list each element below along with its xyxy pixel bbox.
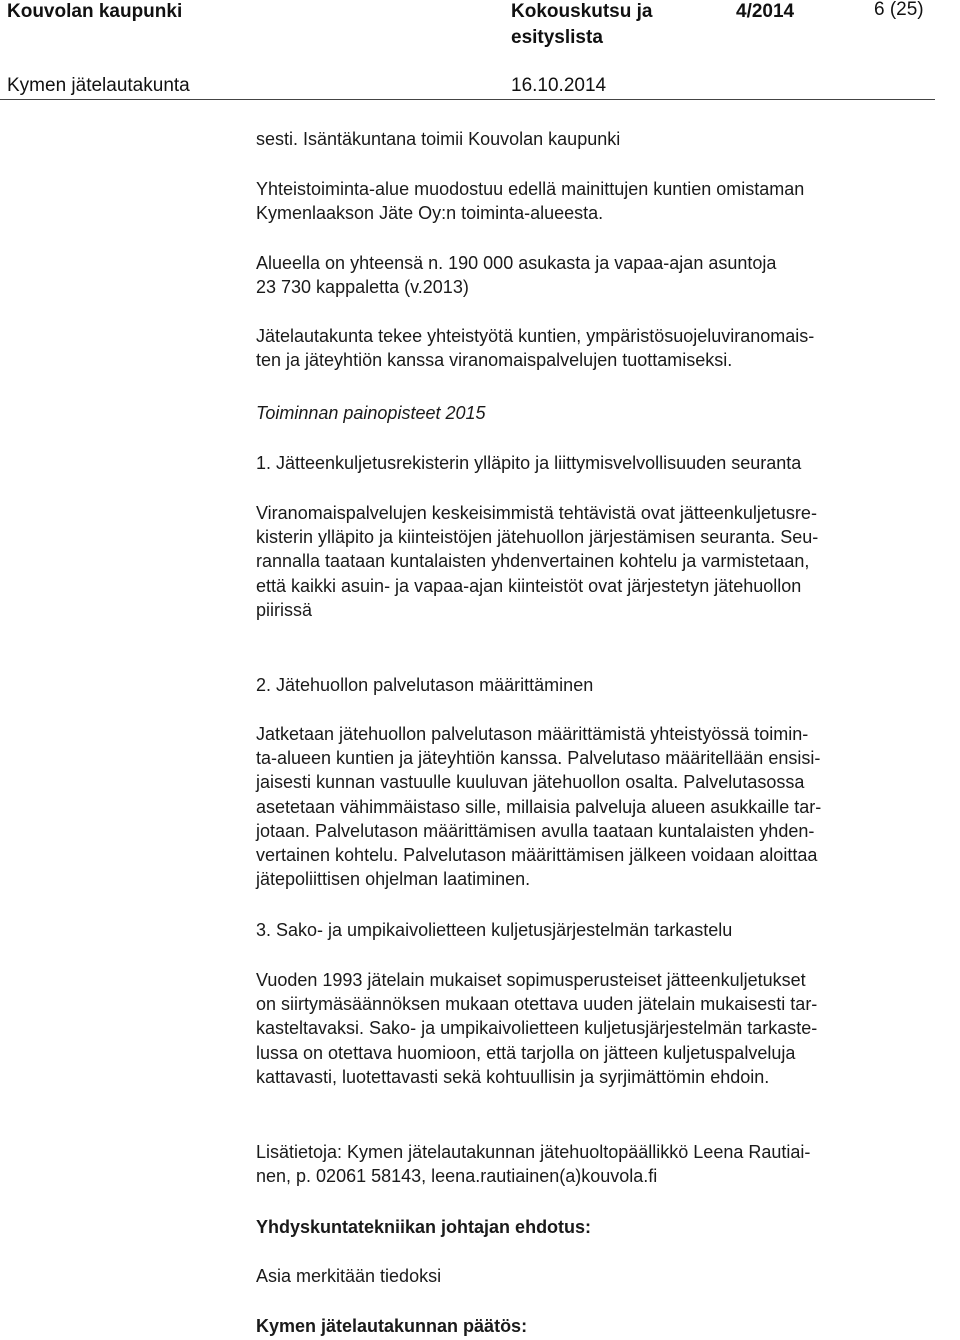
paragraph-cooperation-area: Yhteistoiminta-alue muodostuu edellä mainittujen kuntien omistaman Kymenlaakson Jäte Oy:n toiminta-alueesta. — [256, 179, 805, 224]
header-divider — [0, 99, 935, 100]
header-page-number: 6 (25) — [874, 0, 924, 20]
section-title-priorities: Toiminnan painopisteet 2015 — [256, 403, 486, 423]
header-body: Kymen jätelautakunta — [7, 75, 190, 96]
item-3-text: Vuoden 1993 jätelain mukaiset sopimusperusteiset jätteenkuljetukset on siirtymäsäännöksen mukaan otettava uuden jätelain mukaisesti tar- kasteltavaksi. Sako- ja umpikaivolietteen kuljetusjärjestelmän tarkaste- lussa on otettava huomioon, että tarjolla on jätteen kuljetuspalveluja kattavasti, luotettavasti sekä kohtuullisin ja syrjimättömin ehdoin. — [256, 970, 818, 1087]
paragraph-population: Alueella on yhteensä n. 190 000 asukasta ja vapaa-ajan asuntoja 23 730 kappaletta (v.2013) — [256, 253, 777, 298]
proposal-heading: Yhdyskuntatekniikan johtajan ehdotus: — [256, 1217, 592, 1237]
item-2-text: Jatketaan jätehuollon palvelutason määrittämistä yhteistyössä toimin- ta-alueen kuntien ja jäteyhtiön kanssa. Palvelutaso määritellään ensisi- jaisesti kunnan vastuulle kuuluvan jätehuollon osalta. Palvelutasossa asetetaan vähimmäistaso sille, millaisia palveluja alueen asukkaille tar- jotaan. Palvelutason määrittämisen avulla taataan kuntalaisten yhden- vertainen kohtelu. Palvelutason määrittämisen jälkeen voidaan aloittaa jätepoliittisen ohjelman laatiminen. — [256, 724, 822, 890]
proposal-text: Asia merkitään tiedoksi — [256, 1266, 442, 1286]
item-1-text: Viranomaispalvelujen keskeisimmistä tehtävistä ovat jätteenkuljetusre- kisterin ylläpito ja kiinteistöjen jätehuollon järjestämisen seuranta. Seu- rannalla taataan kuntalaisten yhdenvertainen kohtelu ja varmistetaan, että kaikki asuin- ja vapaa-ajan kiinteistöt ovat järjestetyn jätehuollon piirissä — [256, 503, 819, 620]
paragraph-cooperation: Jätelautakunta tekee yhteistyötä kuntien, ympäristösuojeluviranomais- ten ja jäteyhtiön kanssa viranomaispalvelujen tuottamiseksi. — [256, 326, 815, 371]
header-number: 4/2014 — [736, 1, 795, 22]
header-doc-type-line2: esityslista — [511, 27, 603, 48]
item-3-title: 3. Sako- ja umpikaivolietteen kuljetusjärjestelmän tarkastelu — [256, 920, 733, 940]
contact-info: Lisätietoja: Kymen jätelautakunnan jätehuoltopäällikkö Leena Rautiai- nen, p. 02061 58143, leena.rautiainen(a)kouvola.fi — [256, 1142, 811, 1187]
item-1-title: 1. Jätteenkuljetusrekisterin ylläpito ja liittymisvelvollisuuden seuranta — [256, 453, 802, 473]
decision-heading: Kymen jätelautakunnan päätös: — [256, 1316, 528, 1336]
header-org: Kouvolan kaupunki — [7, 1, 183, 22]
item-2-title: 2. Jätehuollon palvelutason määrittäminen — [256, 675, 594, 695]
paragraph-host-municipality: sesti. Isäntäkuntana toimii Kouvolan kaupunki — [256, 129, 621, 149]
header-date: 16.10.2014 — [511, 75, 607, 96]
header-doc-type-line1: Kokouskutsu ja — [511, 1, 653, 22]
